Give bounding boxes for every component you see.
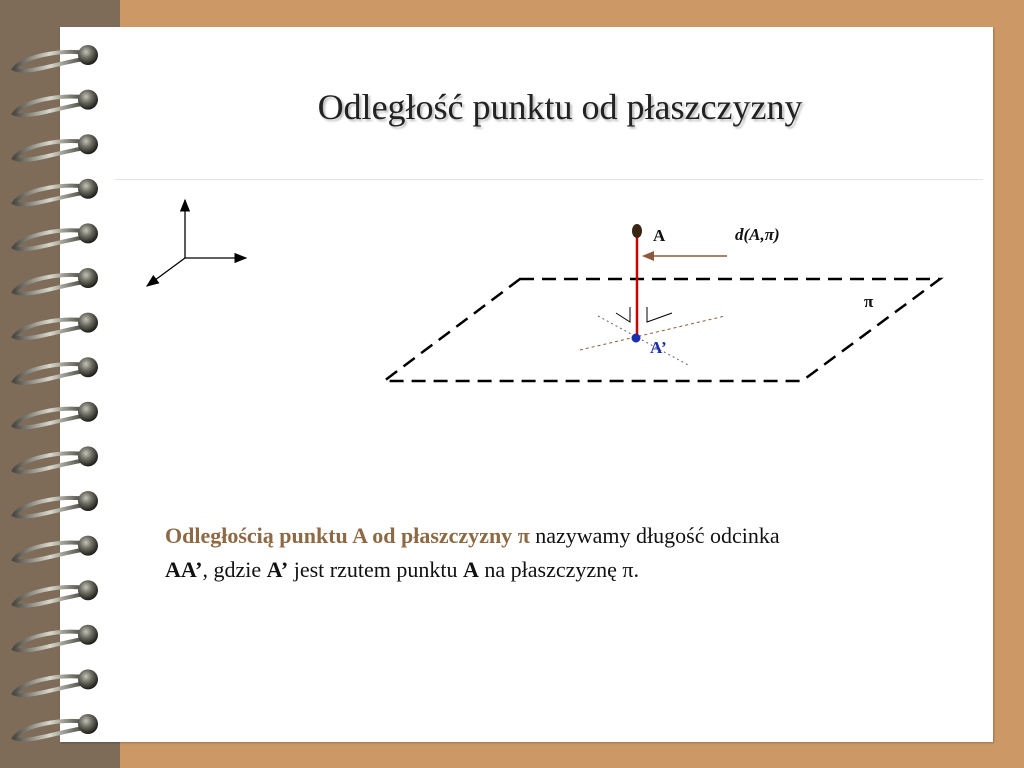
definition-projection: A’ [266,557,289,582]
definition-text-4: na płaszczyznę π. [478,557,639,582]
distance-label: d(A,π) [735,225,780,244]
plane-parallelogram [384,279,940,381]
point-a-dot [632,224,642,238]
distance-arrowhead [642,251,654,261]
definition-point: A [462,557,479,582]
definition-term-symbol: π [517,523,530,548]
point-a-label: A [653,226,666,245]
projection-label: A’ [650,338,667,357]
definition-term: Odległością punktu A od płaszczyzny [165,523,513,548]
definition-text [165,519,815,587]
definition-text-2: , gdzie [202,557,267,582]
point-a-prime-dot [632,334,641,343]
definition-segment: AA’ [165,557,203,582]
definition-text-3: jest rzutem punktu [288,557,463,582]
slide-title: Odległość punktu od płaszczyzny [317,87,803,127]
right-angle-marks [616,307,672,322]
definition-text-1: nazywamy długość odcinka [529,523,780,548]
axes-icon [147,200,246,286]
plane-label: π [864,292,874,311]
